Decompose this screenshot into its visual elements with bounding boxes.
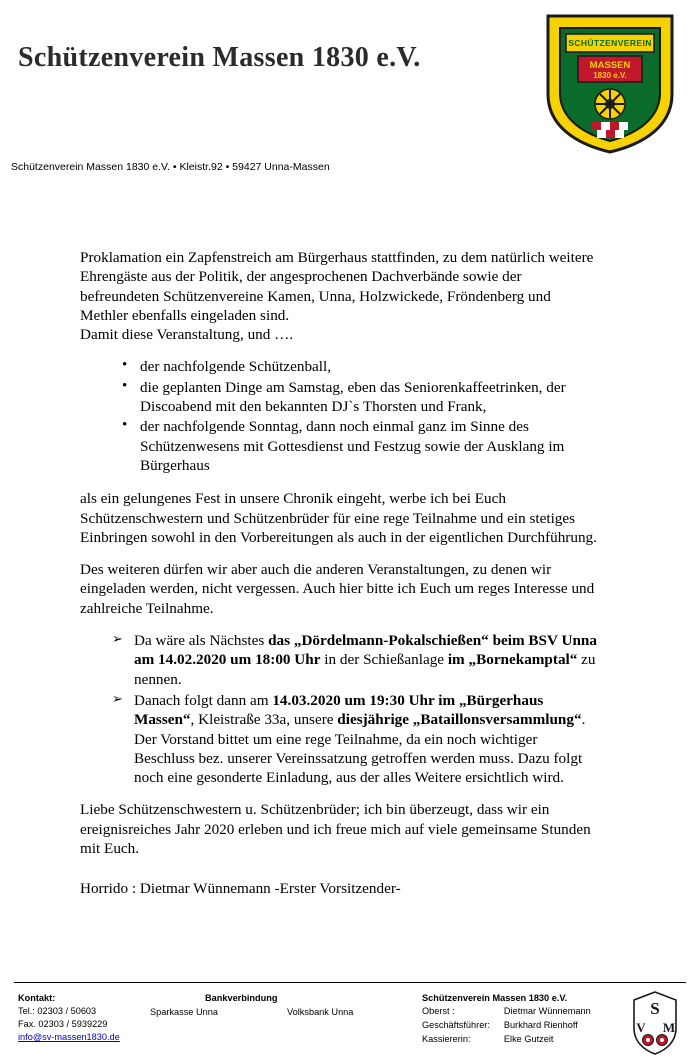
svg-text:S: S (650, 999, 660, 1018)
event-pre-text: Da wäre als Nächstes (134, 632, 269, 650)
table-row (422, 1005, 591, 1019)
footer-phone: Tel.: 02303 / 50603 (18, 1006, 97, 1017)
role-label: Oberst : (422, 1006, 455, 1017)
footer-emblem-icon (624, 988, 686, 1058)
svg-text:1830 e.V.: 1830 e.V. (593, 71, 627, 80)
role-label: Kassiererin: (422, 1034, 471, 1045)
footer-roles-table (422, 1005, 591, 1047)
event-post-text: . Der Vorstand bittet um eine rege Teilnahme, da ein noch wichtiger Beschluss bez. unserer Vereinssatzung getroffen werden muss. Dazu folgt noch eine gesonderte Einladung, aus der alles Weitere ersichtlich wird. (134, 711, 586, 787)
event-mid-text: in der Schießanlage (320, 651, 448, 669)
bullet-list (80, 357, 600, 475)
footer-contact-block (18, 992, 120, 1044)
event-pre-text: Danach folgt dann am (134, 691, 273, 709)
paragraph-damit: Damit diese Veranstaltung, und …. (80, 326, 294, 344)
table-row (422, 1033, 591, 1047)
footer-email-link[interactable]: info@sv-massen1830.de (18, 1032, 120, 1043)
svg-text:V: V (636, 1020, 646, 1035)
footer-bank-label: Bankverbindung (205, 993, 278, 1003)
role-value: Burkhard Rienhoff (503, 1020, 578, 1031)
club-crest-icon (540, 8, 680, 156)
paragraph-weitere-veranstaltungen: Des weiteren dürfen wir aber auch die anderen Veranstaltungen, zu denen wir eingeladen werden, nicht vergessen. Auch hier bitte ich Euch um reges Interesse und zahlreiche Teilnahme. (80, 561, 595, 617)
list-item-event (112, 691, 600, 787)
role-value: Elke Gutzeit (503, 1034, 554, 1045)
footer-bank-volksbank: Volksbank Unna (287, 1007, 354, 1017)
footer-divider (14, 982, 686, 983)
list-item-event (112, 631, 600, 689)
paragraph-schluss: Liebe Schützenschwestern u. Schützenbrüder; ich bin überzeugt, dass wir ein ereignisreiches Jahr 2020 erleben und ich freue mich auf viele gemeinsame Stunden mit Euch. (80, 801, 591, 858)
svg-text:SCHÜTZENVEREIN: SCHÜTZENVEREIN (568, 38, 652, 48)
event-post-text: zu nennen. (134, 651, 596, 688)
svg-text:M: M (662, 1020, 676, 1035)
footer-contact-label: Kontakt: (18, 993, 56, 1003)
event-mid-text: , Kleistraße 33a, unsere (190, 711, 338, 729)
events-list (80, 631, 600, 787)
role-label: Geschäftsführer: (422, 1020, 490, 1031)
list-item: • die geplanten Dinge am Samstag, eben das Seniorenkaffeetrinken, der Discoabend mit den bekannten DJ`s Thorsten und Frank, (122, 378, 600, 417)
event-highlight-2: im „Bornekamptal“ (447, 651, 578, 669)
footer-club-name: Schützenverein Massen 1830 e.V. (422, 993, 568, 1003)
paragraph-gelungenes-fest: als ein gelungenes Fest in unsere Chronik eingeht, werbe ich bei Euch Schützenschwestern und Schützenbrüder für eine rege Teilnahme und ein stetiges Einbringen sowohl in den Vorbereitungen als auch in der eigentlichen Durchführung. (80, 490, 597, 546)
letter-body (80, 248, 600, 871)
footer-board-block (422, 992, 591, 1047)
role-value: Dietmar Wünnemann (503, 1006, 591, 1017)
paragraph-intro: Proklamation ein Zapfenstreich am Bürgerhaus stattfinden, zu dem natürlich weitere Ehrengäste aus der Politik, der angesprochenen Dachverbände sowie der befreundeten Schützenvereine Kamen, Unna, Holzwickede, Fröndenberg und Methler ebenfalls eingeladen sind. (80, 249, 594, 324)
page-title: Schützenverein Massen 1830 e.V. (18, 42, 421, 73)
sender-address-line: Schützenverein Massen 1830 e.V. • Kleistr.92 • 59427 Unna-Massen (11, 161, 330, 173)
svg-text:MASSEN: MASSEN (589, 60, 631, 71)
footer-bank-sparkasse: Sparkasse Unna (150, 1007, 218, 1017)
event-highlight-2: diesjährige „Bataillonsversammlung“ (337, 711, 582, 729)
table-row (422, 1019, 591, 1033)
list-item: • der nachfolgende Sonntag, dann noch einmal ganz im Sinne des Schützenwesens mit Gottesdienst und Festzug sowie der Ausklang im Bürgerhaus (122, 417, 600, 475)
letterhead (0, 0, 700, 185)
event-highlight-1: das „Dördelmann-Pokalschießen“ beim BSV Unna am 14.02.2020 um 18:00 Uhr (134, 632, 597, 669)
signature-line: Horrido : Dietmar Wünnemann -Erster Vorsitzender- (80, 880, 401, 897)
event-highlight-1: 14.03.2020 um 19:30 Uhr im „Bürgerhaus Massen“ (134, 691, 544, 729)
footer-fax: Fax. 02303 / 5939229 (18, 1019, 108, 1030)
list-item: • der nachfolgende Schützenball, (122, 357, 600, 376)
